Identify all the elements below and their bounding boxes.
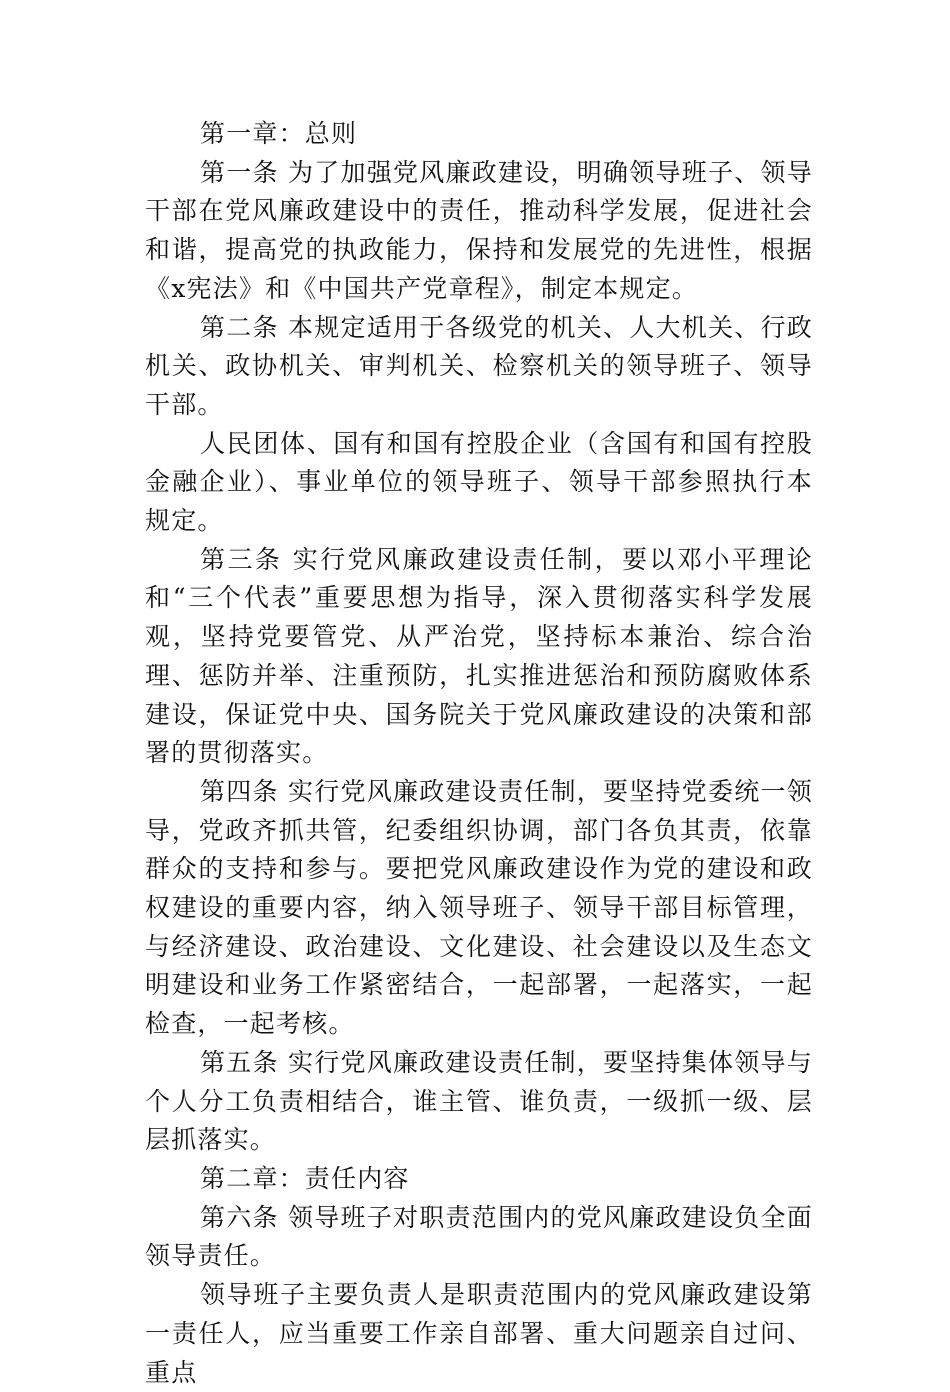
- chapter-1-heading: 第一章：总则: [200, 119, 358, 148]
- article-2: 第二条 本规定适用于各级党的机关、人大机关、行政机关、政协机关、审判机关、检察机关的领导班子、领导干部。: [145, 312, 813, 419]
- article-3: 第三条 实行党风廉政建设责任制，要以邓小平理论和“三个代表”重要思想为指导，深入贯彻落实科学发展观，坚持党要管党、从严治党，坚持标本兼治、综合治理、惩防并举、注重预防，扎实推进惩治和预防腐败体系建设，保证党中央、国务院关于党风廉政建设的决策和部署的贯彻落实。: [145, 544, 813, 768]
- article-5: 第五条 实行党风廉政建设责任制，要坚持集体领导与个人分工负责相结合，谁主管、谁负责，一级抓一级、层层抓落实。: [145, 1047, 813, 1155]
- document-body: [145, 115, 813, 1392]
- article-1: 第一条 为了加强党风廉政建设，明确领导班子、领导干部在党风廉政建设中的责任，推动科学发展，促进社会和谐，提高党的执政能力，保持和发展党的先进性，根据《x宪法》和《中国共产党章程》，制定本规定。: [145, 157, 813, 303]
- article-4: 第四条 实行党风廉政建设责任制，要坚持党委统一领导，党政齐抓共管，纪委组织协调，部门各负其责，依靠群众的支持和参与。要把党风廉政建设作为党的建设和政权建设的重要内容，纳入领导班子、领导干部目标管理，与经济建设、政治建设、文化建设、社会建设以及生态文明建设和业务工作紧密结合，一起部署，一起落实，一起检查，一起考核。: [145, 776, 813, 1039]
- article-2-supplement: 人民团体、国有和国有控股企业（含国有和国有控股金融企业）、事业单位的领导班子、领导干部参照执行本规定。: [145, 428, 813, 536]
- chapter-2-heading: 第二章：责任内容: [200, 1163, 410, 1193]
- article-6: 第六条 领导班子对职责范围内的党风廉政建设负全面领导责任。: [145, 1202, 813, 1271]
- article-6-leader-responsibility: 领导班子主要负责人是职责范围内的党风廉政建设第一责任人，应当重要工作亲自部署、重大问题亲自过问、重点: [145, 1280, 813, 1387]
